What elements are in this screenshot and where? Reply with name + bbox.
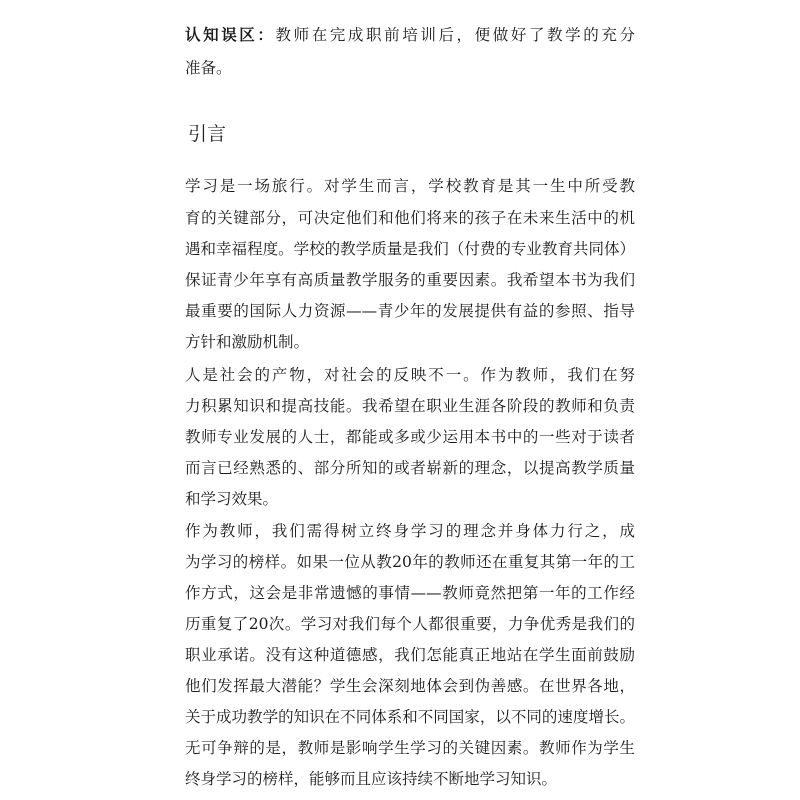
paragraph-2-line-3: 教师专业发展的人士，都能或多或少运用本书中的一些对于读者 <box>185 428 635 446</box>
paragraph-3-line-4: 历重复了20次。学习对我们每个人都很重要，力争优秀是我们的 <box>185 615 635 633</box>
paragraph-3-line-2: 为学习的榜样。如果一位从教20年的教师还在重复其第一年的工 <box>185 553 635 571</box>
paragraph-1-line-1: 学习是一场旅行。对学生而言，学校教育是其一生中所受教 <box>185 177 635 195</box>
paragraph-2-line-5: 和学习效果。 <box>185 490 279 508</box>
paragraph-3-line-5: 职业承诺。没有这种道德感，我们怎能真正地站在学生面前鼓励 <box>185 646 635 664</box>
paragraph-1-line-4: 保证青少年享有高质量教学服务的重要因素。我希望本书为我们 <box>185 271 635 289</box>
misconception-label: 认知误区： <box>185 26 276 44</box>
paragraph-2-line-2: 力积累知识和提高技能。我希望在职业生涯各阶段的教师和负责 <box>185 397 635 415</box>
paragraph-1-line-5: 最重要的国际人力资源——青少年的发展提供有益的参照、指导 <box>185 302 635 320</box>
misconception-line-1 <box>185 24 635 46</box>
misconception-line-2: 准备。 <box>185 59 232 77</box>
paragraph-1-line-2: 育的关键部分，可决定他们和他们将来的孩子在未来生活中的机 <box>185 209 635 227</box>
paragraph-1-line-3: 遇和幸福程度。学校的教学质量是我们（付费的专业教育共同体） <box>185 240 635 258</box>
paragraph-3-line-3: 作方式，这会是非常遗憾的事情——教师竟然把第一年的工作经 <box>185 584 635 602</box>
paragraph-3-line-1: 作为教师，我们需得树立终身学习的理念并身体力行之，成 <box>185 522 635 540</box>
section-heading: 引言 <box>188 123 227 145</box>
paragraph-2-line-1: 人是社会的产物，对社会的反映不一。作为教师，我们在努 <box>185 366 635 384</box>
paragraph-3-line-7: 关于成功教学的知识在不同体系和不同国家，以不同的速度增长。 <box>185 708 635 726</box>
misconception-text-1: 教师在完成职前培训后，便做好了教学的充分 <box>275 26 635 44</box>
paragraph-1-line-6: 方针和激励机制。 <box>185 333 310 351</box>
paragraph-3-line-8: 无可争辩的是，教师是影响学生学习的关键因素。教师作为学生 <box>185 739 635 757</box>
paragraph-3-line-9: 终身学习的榜样，能够而且应该持续不断地学习知识。 <box>185 770 558 788</box>
paragraph-2-line-4: 而言已经熟悉的、部分所知的或者崭新的理念，以提高教学质量 <box>185 459 635 477</box>
paragraph-3-line-6: 他们发挥最大潜能？学生会深刻地体会到伪善感。在世界各地， <box>185 677 635 695</box>
